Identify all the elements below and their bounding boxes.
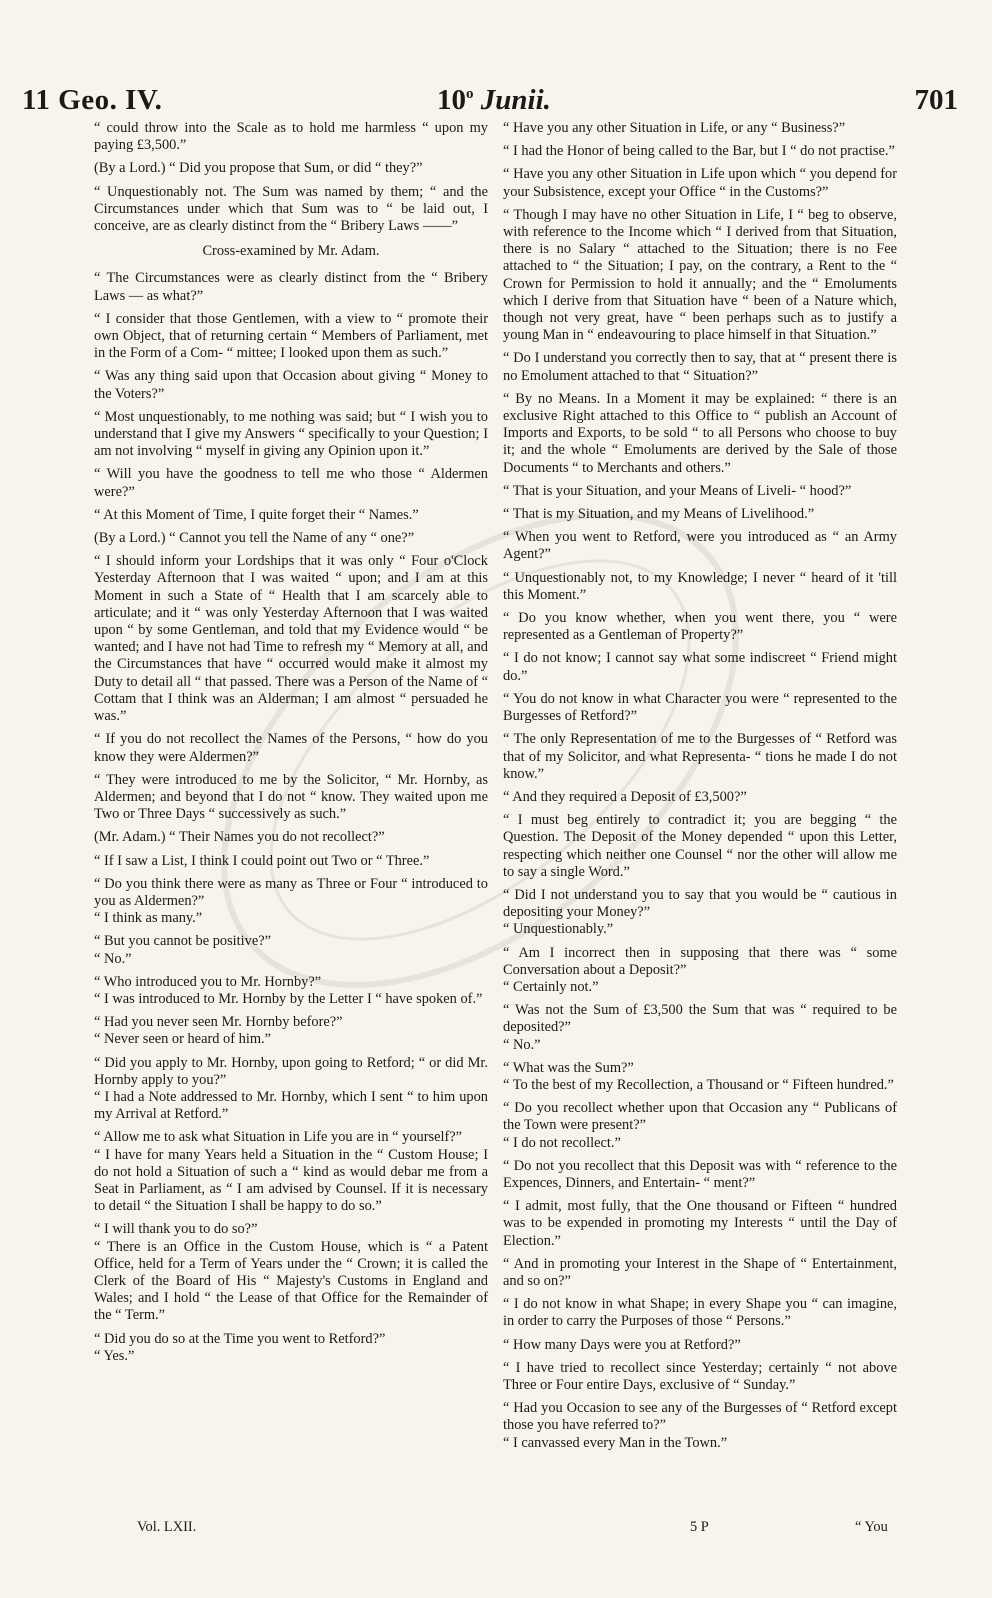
right-paragraph-24: “ To the best of my Recollection, a Thousand or “ Fifteen hundred.” — [503, 1076, 894, 1093]
section-heading-cross-examined: Cross-examined by Mr. Adam. — [202, 243, 380, 260]
right-paragraph-26: “ I do not recollect.” — [503, 1134, 621, 1151]
left-paragraph-20: “ No.” — [94, 950, 132, 967]
left-paragraph-5: “ The Circumstances were as clearly distinct from the “ Bribery Laws — as what?” — [94, 270, 488, 304]
right-paragraph-14: “ The only Representation of me to the Burgesses of “ Retford was that of my Solicitor, and what Representa- “ tions he made I do not know.” — [503, 731, 897, 782]
running-head-ordinal: o — [466, 86, 474, 102]
left-paragraph-30: “ There is an Office in the Custom House, which is “ a Patent Office, held for a Term of Years under the “ Crown; it is called the Clerk of the Board of His “ Majesty's Customs in England and Wales; and I hold “ the Lease of that Office for the Remainder of the “ Term.” — [94, 1238, 488, 1324]
left-paragraph-17: “ Do you think there were as many as Three or Four “ introduced to you as Aldermen?” — [94, 875, 488, 909]
left-paragraph-7: “ Was any thing said upon that Occasion about giving “ Money to the Voters?” — [94, 368, 488, 402]
right-column — [503, 120, 897, 1452]
right-paragraph-32: “ I have tried to recollect since Yesterday; certainly “ not above Three or Four entire Days, exclusive of “ Sunday.” — [503, 1359, 897, 1393]
catchword: “ You — [855, 1519, 888, 1535]
right-paragraph-18: “ Unquestionably.” — [503, 921, 614, 938]
left-paragraph-14: “ They were introduced to me by the Solicitor, “ Mr. Hornby, as Aldermen; and beyond that I do not “ know. They waited upon me Two or Three Days “ successively as such.” — [94, 771, 488, 823]
left-paragraph-6: “ I consider that those Gentlemen, with a view to “ promote their own Object, that of returning certain “ Members of Parliament, met in the Form of a Com- “ mittee; I looked upon them as such.” — [94, 310, 488, 362]
left-paragraph-1: “ could throw into the Scale as to hold me harmless “ upon my paying £3,500.” — [94, 120, 488, 154]
right-paragraph-8: “ That is my Situation, and my Means of Livelihood.” — [503, 506, 815, 523]
left-paragraph-28: “ I have for many Years held a Situation in the “ Custom House; I do not hold a Situation of such a “ kind as would debar me from a Seat in Parliament, as “ I am advised by Counsel. If it is necessary to detail “ the Situation I shall be happy to do so.” — [94, 1146, 488, 1215]
right-paragraph-33: “ Had you Occasion to see any of the Burgesses of “ Retford except those you have referred to?” — [503, 1400, 897, 1434]
page-number: 701 — [914, 84, 958, 116]
left-paragraph-31: “ Did you do so at the Time you went to Retford?” — [94, 1330, 386, 1347]
left-paragraph-13: “ If you do not recollect the Names of the Persons, “ how do you know they were Aldermen?” — [94, 731, 488, 765]
left-paragraph-26: “ I had a Note addressed to Mr. Hornby, which I sent “ to him upon my Arrival at Retford.” — [94, 1088, 488, 1123]
right-paragraph-2: “ I had the Honor of being called to the Bar, but I “ do not practise.” — [503, 143, 895, 160]
right-paragraph-12: “ I do not know; I cannot say what some indiscreet “ Friend might do.” — [503, 650, 897, 684]
right-paragraph-27: “ Do not you recollect that this Deposit was with “ reference to the Expences, Dinners, and Entertain- “ ment?” — [503, 1157, 897, 1191]
left-column — [94, 120, 488, 1365]
running-head-day: 10 — [437, 84, 466, 116]
right-paragraph-30: “ I do not know in what Shape; in every Shape you “ can imagine, in order to carry the Purposes of those “ Persons.” — [503, 1296, 897, 1330]
left-paragraph-9: “ Will you have the goodness to tell me who those “ Aldermen were?” — [94, 466, 488, 500]
right-paragraph-7: “ That is your Situation, and your Means of Liveli- “ hood?” — [503, 482, 852, 499]
right-paragraph-23: “ What was the Sum?” — [503, 1059, 634, 1076]
left-paragraph-27: “ Allow me to ask what Situation in Life you are in “ yourself?” — [94, 1129, 463, 1146]
right-paragraph-28: “ I admit, most fully, that the One thousand or Fifteen “ hundred was to be expended in promoting my Interests “ until the Day of Election.” — [503, 1198, 897, 1249]
left-paragraph-8: “ Most unquestionably, to me nothing was said; but “ I wish you to understand that I give my Answers “ specifically to your Question; I am not involving “ myself in giving any Opinion upon it.” — [94, 408, 488, 460]
left-paragraph-22: “ I was introduced to Mr. Hornby by the Letter I “ have spoken of.” — [94, 990, 483, 1007]
left-paragraph-25: “ Did you apply to Mr. Hornby, upon going to Retford; “ or did Mr. Hornby apply to you?” — [94, 1054, 488, 1088]
left-paragraph-21: “ Who introduced you to Mr. Hornby?” — [94, 973, 322, 990]
right-paragraph-17: “ Did I not understand you to say that you would be “ cautious in depositing your Money?” — [503, 886, 897, 921]
right-paragraph-1: “ Have you any other Situation in Life, or any “ Business?” — [503, 120, 846, 136]
right-paragraph-34: “ I canvassed every Man in the Town.” — [503, 1434, 728, 1451]
right-paragraph-3: “ Have you any other Situation in Life upon which “ you depend for your Subsistence, except your Office “ in the Customs?” — [503, 166, 897, 200]
right-paragraph-21: “ Was not the Sum of £3,500 the Sum that was “ required to be deposited?” — [503, 1002, 897, 1036]
left-paragraph-24: “ Never seen or heard of him.” — [94, 1031, 272, 1048]
left-paragraph-2: (By a Lord.) “ Did you propose that Sum, or did “ they?” — [94, 160, 423, 177]
running-head-date — [437, 84, 551, 117]
right-paragraph-19: “ Am I incorrect then in supposing that there was “ some Conversation about a Deposit?” — [503, 944, 897, 978]
left-paragraph-29: “ I will thank you to do so?” — [94, 1221, 258, 1238]
left-paragraph-3: “ Unquestionably not. The Sum was named by them; “ and the Circumstances under which that Sum was to “ be laid out, I conceive, are as clearly distinct from the “ Bribery Laws ——” — [94, 183, 488, 235]
left-paragraph-19: “ But you cannot be positive?” — [94, 933, 272, 950]
right-paragraph-15: “ And they required a Deposit of £3,500?” — [503, 788, 747, 805]
right-paragraph-29: “ And in promoting your Interest in the Shape of “ Entertainment, and so on?” — [503, 1255, 897, 1289]
volume-label: Vol. LXII. — [137, 1519, 197, 1535]
right-paragraph-22: “ No.” — [503, 1036, 541, 1053]
running-head-month: Junii. — [480, 84, 551, 116]
right-paragraph-13: “ You do not know in what Character you were “ represented to the Burgesses of Retford?” — [503, 690, 897, 725]
left-paragraph-16: “ If I saw a List, I think I could point out Two or “ Three.” — [94, 852, 430, 869]
left-paragraph-32: “ Yes.” — [94, 1347, 135, 1364]
right-paragraph-10: “ Unquestionably not, to my Knowledge; I never “ heard of it 'till this Moment.” — [503, 569, 897, 603]
left-paragraph-11: (By a Lord.) “ Cannot you tell the Name of any “ one?” — [94, 530, 415, 547]
left-paragraph-18: “ I think as many.” — [94, 910, 203, 927]
right-paragraph-25: “ Do you recollect whether upon that Occasion any “ Publicans of the Town were present?” — [503, 1100, 897, 1134]
right-paragraph-31: “ How many Days were you at Retford?” — [503, 1336, 741, 1353]
right-paragraph-9: “ When you went to Retford, were you introduced as “ an Army Agent?” — [503, 529, 897, 563]
right-paragraph-6: “ By no Means. In a Moment it may be explained: “ there is an exclusive Right attached to this Office to “ publish an Account of Imports and Exports, to be sold “ to all Persons who choose to buy it; and the whole “ Emoluments are derived by the Sale of those Documents “ to Merchants and others.” — [503, 390, 897, 476]
right-paragraph-16: “ I must beg entirely to contradict it; you are begging “ the Question. The Deposit of the Money depended “ upon this Letter, respecting which neither one Counsel “ nor the other will allow me to say a single Word.” — [503, 812, 897, 880]
right-paragraph-4: “ Though I may have no other Situation in Life, I “ beg to observe, with reference to the Income which “ I derived from that Situation, there is no Salary “ attached to the Situation; there is no Fee attached to “ the Situation; I pay, on the contrary, a Rent to the “ Crown for Permission to hold it annually; and the “ Emoluments which I derive from that Situation have “ been of a Nature which, though not very great, have “ been perhaps such as to justify a young Man in “ endeavouring to place himself in that Situation.” — [503, 206, 897, 344]
running-head-regnal-year: 11 Geo. IV. — [22, 84, 163, 116]
left-paragraph-15: (Mr. Adam.) “ Their Names you do not recollect?” — [94, 829, 385, 846]
right-paragraph-20: “ Certainly not.” — [503, 978, 599, 995]
right-paragraph-11: “ Do you know whether, when you went there, you “ were represented as a Gentleman of Property?” — [503, 610, 897, 644]
right-paragraph-5: “ Do I understand you correctly then to say, that at “ present there is no Emolument attached to that “ Situation?” — [503, 350, 897, 384]
left-paragraph-12: “ I should inform your Lordships that it was only “ Four o'Clock Yesterday Afternoon that I was waited “ upon; and I am at this Moment in such a State of “ Health that I am scarcely able to articulate; and it “ was only Yesterday Afternoon that I was waited upon “ by some Gentleman, and told that my Evidence would “ be wanted; and I have not had Time to refresh my “ Memory at all, and the Circumstances that have “ occurred would make it almost my Duty to detail all “ that passed. There was a Person of the Name of “ Cottam that I think was an Alderman; I am almost “ persuaded he was.” — [94, 553, 488, 725]
signature-mark: 5 P — [690, 1519, 709, 1535]
left-paragraph-23: “ Had you never seen Mr. Hornby before?” — [94, 1014, 343, 1031]
left-paragraph-10: “ At this Moment of Time, I quite forget their “ Names.” — [94, 506, 419, 523]
